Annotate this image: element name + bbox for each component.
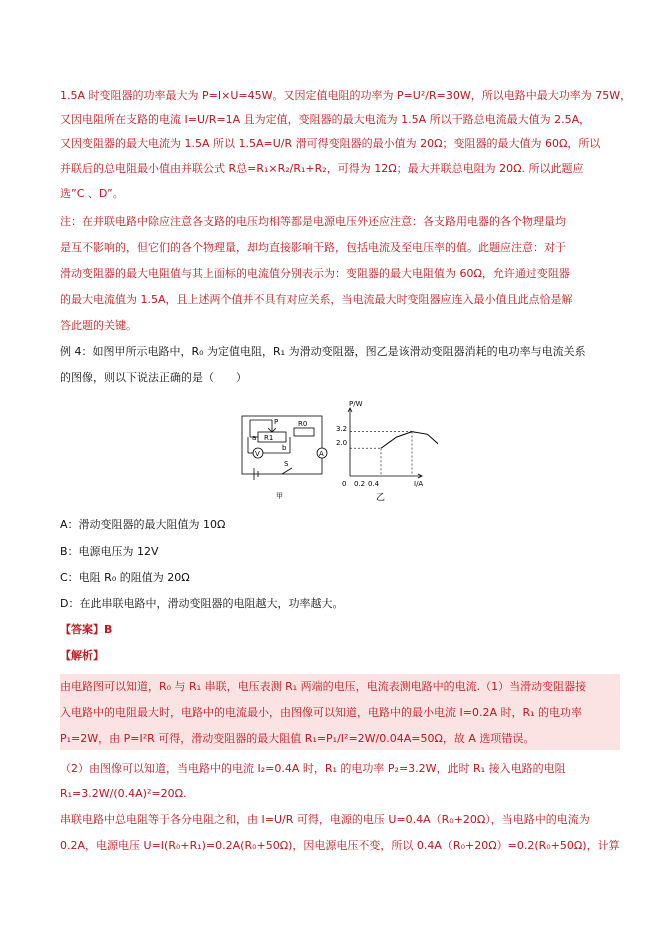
note-line: 注：在并联电路中除应注意各支路的电压均相等都是电源电压外还应注意：各支路用电器的各个物理量均 [60, 215, 566, 228]
note-line: 滑动变阻器的最大电阻值与其上面标的电流值分别表示为：变阻器的最大电阻值为 60Ω，允许通过变阻器 [60, 267, 570, 280]
x-tick-label: 0 [342, 480, 347, 488]
y-tick-label: 2.0 [336, 439, 348, 447]
explain-line: 串联电路中总电阻等于各分电阻之和，由 I=U/R 可得，电源的电压 U=0.4A（R₀+20Ω），当电路中的电流为 [60, 813, 590, 826]
explain-line: R₁=3.2W/(0.4A)²=20Ω. [60, 787, 187, 800]
circuit-caption: 甲 [276, 492, 283, 500]
label-a: a [252, 434, 257, 442]
label-r1: R1 [264, 434, 274, 442]
graph-caption: 乙 [376, 493, 386, 503]
label-v: V [255, 450, 260, 458]
text-line: 并联后的总电阻最小值由并联公式 R总=R₁×R₂/R₁+R₂，可得为 12Ω；最大并联总电阻为 20Ω. 所以此题应 [60, 162, 584, 175]
answer-label: 【答案】B [60, 623, 113, 636]
label-s: S [284, 460, 289, 468]
resistor-r0 [294, 428, 314, 436]
explain-line: 由电路图可以知道，R₀ 与 R₁ 串联，电压表测 R₁ 两端的电压，电流表测电路中的电流.（1）当滑动变阻器接 [60, 680, 587, 693]
graph-xlabel: I/A [414, 480, 424, 488]
text-line: 1.5A 时变阻器的功率最大为 P=I×U=45W。又因定值电阻的功率为 P=U²/R=30W，所以电路中最大功率为 75W， [60, 89, 632, 102]
text-line: 选”C 、D”。 [60, 187, 124, 200]
explain-line: （2）由图像可以知道，当电路中的电流 I₂=0.4A 时，R₁ 的电功率 P₂=3.2W，此时 R₁ 接入电路的电阻 [60, 762, 566, 775]
option-c: C：电阻 R₀ 的阻值为 20Ω [60, 571, 190, 584]
text-line: 又因变阻器的最大电流为 1.5A 所以 1.5A=U/R 滑可得变阻器的最小值为 20Ω；变阻器的最大值为 60Ω，所以 [60, 137, 601, 150]
note-line: 的最大电流值为 1.5A，且上述两个值并不具有对应关系，当电流最大时变阻器应连入最小值且此点恰是解 [60, 293, 573, 306]
power-current-graph [348, 408, 438, 478]
explain-line: 0.2A，电源电压 U=I(R₀+R₁)=0.2A(R₀+50Ω)，因电源电压不变，所以 0.4A（R₀+20Ω）=0.2(R₀+50Ω)，计算 [60, 839, 620, 852]
switch-s [282, 468, 292, 474]
note-line: 是互不影响的，但它们的各个物理量，却均直接影响干路，包括电流及至电压率的值。此题应注意：对于 [60, 241, 566, 254]
note-line: 答此题的关键。 [60, 319, 137, 332]
circuit-labels [252, 418, 324, 500]
question-line: 例 4：如图甲所示电路中，R₀ 为定值电阻，R₁ 为滑动变阻器，图乙是该滑动变阻器消耗的电功率与电流关系 [60, 345, 586, 358]
label-r0: R0 [298, 420, 308, 428]
graph-ylabel: P/W [349, 400, 363, 408]
x-tick-label: 0.4 [368, 480, 380, 488]
label-ammeter: A [319, 450, 324, 458]
explain-line: 入电路中的电阻最大时，电路中的电流最小，由图像可以知道，电路中的最小电流 I=0.2A 时，R₁ 的电功率 [60, 706, 583, 719]
y-tick-label: 3.2 [336, 425, 348, 433]
question-figure [228, 398, 438, 506]
question-line: 的图像，则以下说法正确的是（ ） [60, 371, 247, 384]
figure-svg [228, 398, 438, 506]
option-d: D：在此串联电路中，滑动变阻器的电阻越大，功率越大。 [60, 597, 344, 610]
graph-labels [336, 400, 423, 503]
x-tick-label: 0.2 [354, 480, 366, 488]
analysis-label: 【解析】 [60, 649, 104, 662]
label-p: P [274, 418, 279, 426]
power-curve [381, 432, 438, 476]
explain-line: P₁=2W，由 P=I²R 可得，滑动变阻器的最大阻值 R₁=P₁/I²=2W/0.04A=50Ω，故 A 选项错误。 [60, 732, 535, 745]
text-line: 又因电阻所在支路的电流 I=U/R=1A 且为定值，变阻器的最大电流为 1.5A 所以干路总电流最大值为 2.5A， [60, 113, 591, 126]
label-b: b [282, 444, 287, 452]
option-b: B：电源电压为 12V [60, 545, 159, 558]
option-a: A：滑动变阻器的最大阻值为 10Ω [60, 518, 226, 531]
